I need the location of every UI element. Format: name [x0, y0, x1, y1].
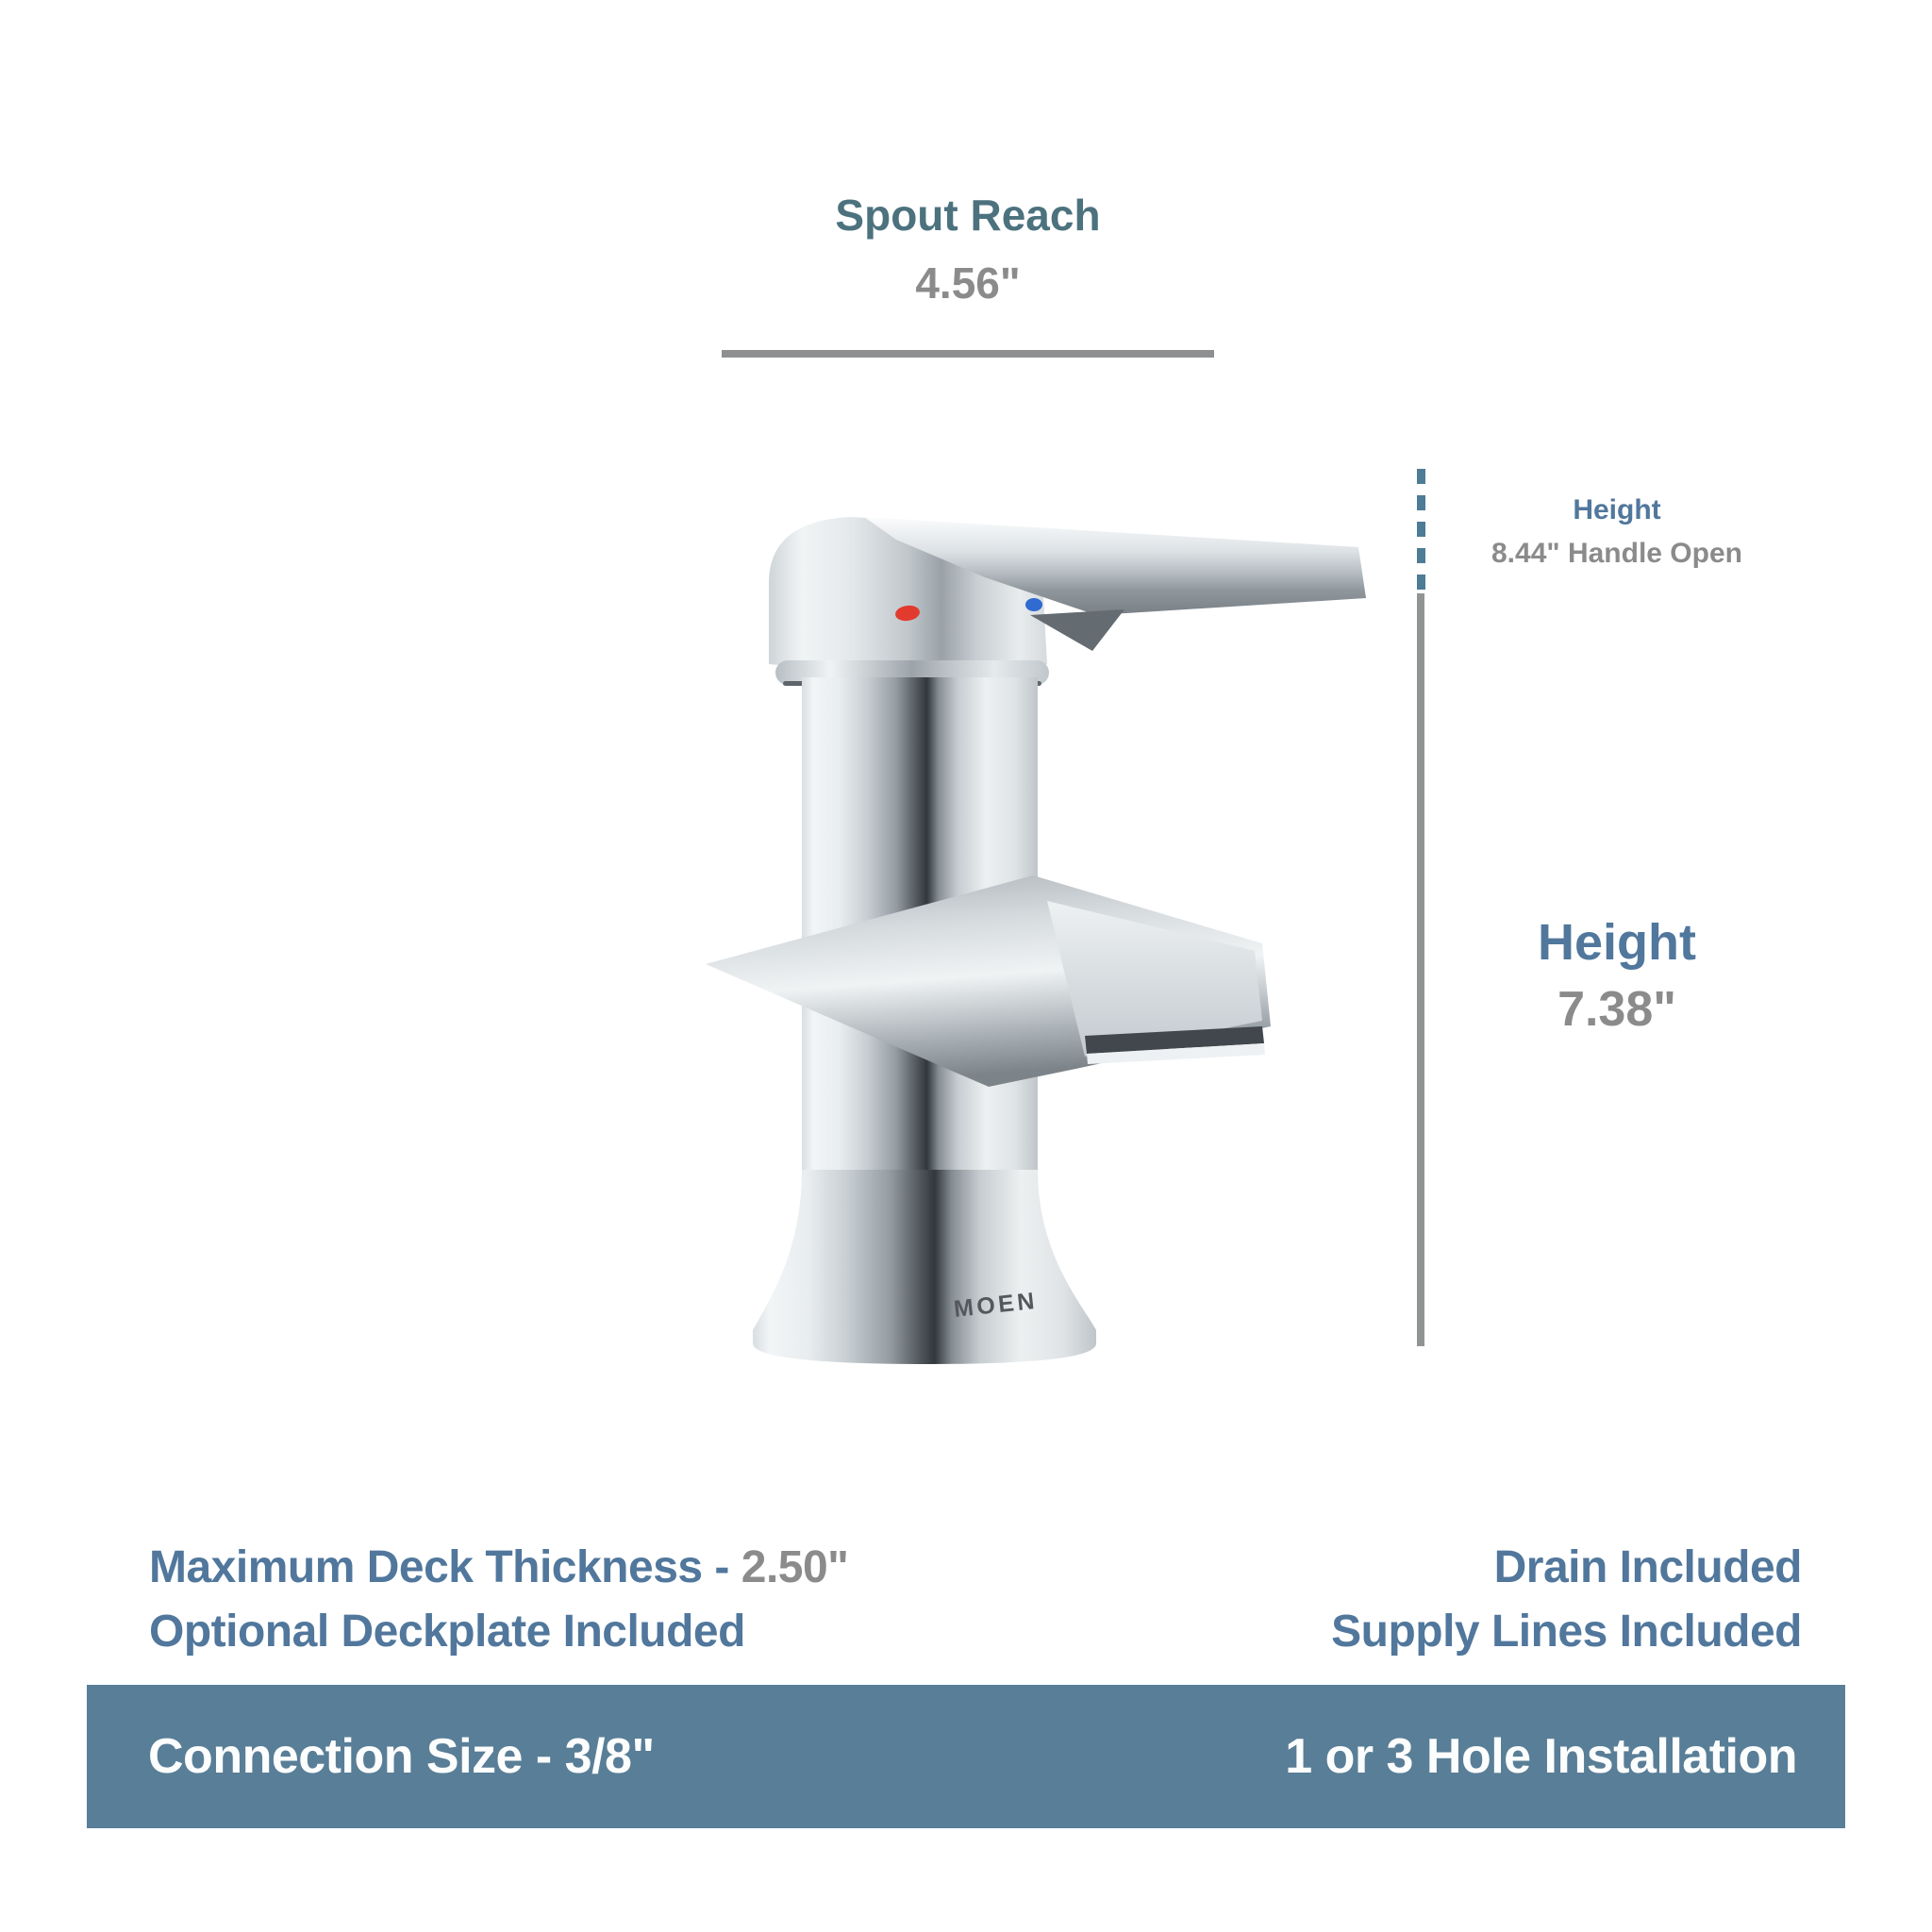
height-annotation — [1428, 914, 1806, 1037]
drain-included-note: Drain Included — [1493, 1542, 1802, 1592]
spout-reach-dimension-line — [722, 350, 1214, 358]
connection-size-text: Connection Size - 3/8" — [148, 1729, 655, 1784]
hole-installation-text: 1 or 3 Hole Installation — [1285, 1729, 1797, 1784]
faucet-base — [753, 1170, 1096, 1364]
deckplate-note: Optional Deckplate Included — [149, 1607, 745, 1657]
deck-notes — [149, 1536, 848, 1664]
supply-lines-note: Supply Lines Included — [1331, 1607, 1802, 1657]
faucet-illustration — [651, 491, 1387, 1377]
handle-open-annotation — [1428, 496, 1806, 568]
spout-reach-annotation — [722, 191, 1214, 308]
deck-thickness-line — [149, 1536, 848, 1600]
height-value: 7.38" — [1557, 982, 1676, 1037]
deck-thickness-value: 2.50" — [741, 1542, 849, 1592]
deck-thickness-label: Maximum Deck Thickness - — [149, 1542, 741, 1592]
height-dimension-line — [1417, 593, 1424, 1346]
spout-reach-label: Spout Reach — [835, 191, 1101, 240]
handle-open-value: 8.44" Handle Open — [1491, 538, 1742, 569]
handle-open-dashed-line — [1417, 469, 1425, 590]
handle-open-label: Height — [1573, 494, 1661, 525]
spout-reach-value: 4.56" — [915, 258, 1021, 308]
included-notes — [1331, 1536, 1802, 1664]
brand-logo-text: MOEN — [952, 1287, 1040, 1323]
height-label: Height — [1538, 914, 1696, 971]
cold-indicator-dot — [1025, 598, 1042, 611]
footer-banner — [87, 1685, 1845, 1828]
